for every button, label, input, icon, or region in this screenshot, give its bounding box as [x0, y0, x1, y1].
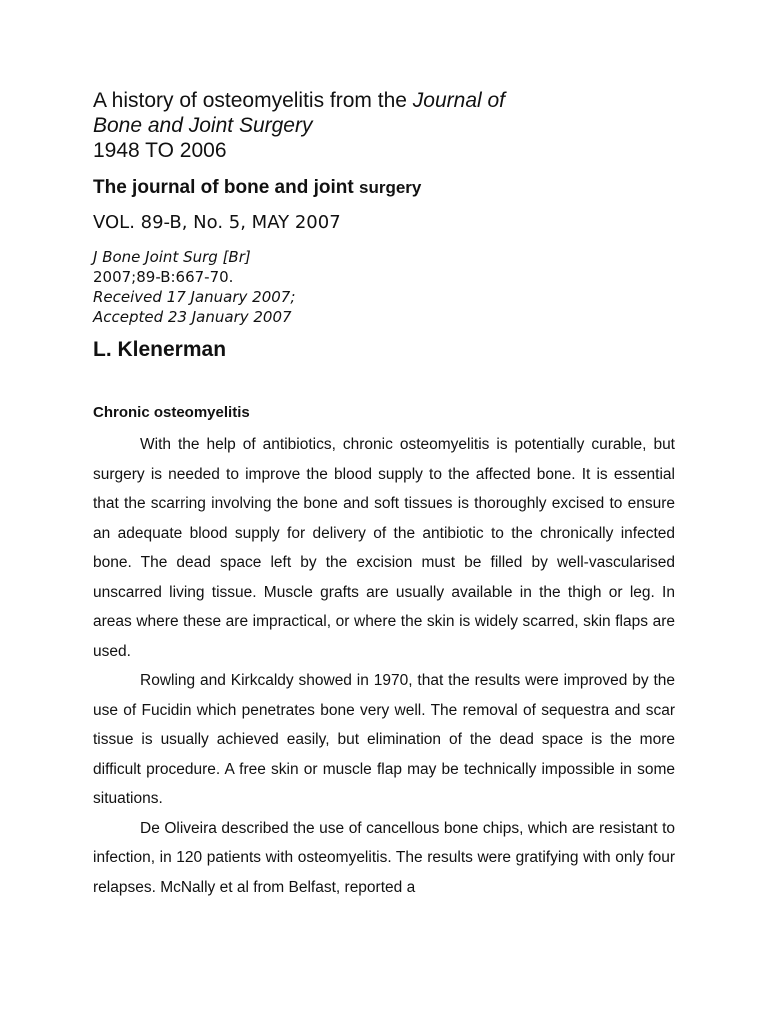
body-paragraph: With the help of antibiotics, chronic osteomyelitis is potentially curable, but surgery is needed to improve the blood supply to the affected bone. It is essential that the scarring involving the bone and soft tissues is thoroughly excised to ensure an adequate blood supply for delivery of the antibiotic to the chronically infected bone. The dead space left by the excision must be filled by well-vascularised unscarred living tissue. Muscle grafts are usually available in the thigh or leg. In areas where these are impractical, or where the skin is widely scarred, skin flaps are used. [93, 436, 675, 660]
volume-issue: VOL. 89-B, No. 5, MAY 2007 [93, 212, 341, 233]
article-title [93, 88, 505, 163]
title-italic-journal: Journal of [412, 89, 506, 112]
body-text [93, 430, 675, 902]
title-plain: A history of osteomyelitis from the [93, 89, 413, 112]
journal-name [93, 177, 421, 199]
citation-block [93, 247, 295, 327]
journal-name-small: surgery [358, 178, 422, 197]
journal-name-main: The journal of bone and joint [93, 177, 359, 198]
citation-reference: 2007;89-B:667-70. [93, 268, 234, 286]
body-paragraph: De Oliveira described the use of cancellous bone chips, which are resistant to infection, in 120 patients with osteomyelitis. The results were gratifying with only four relapses. McNally et al from Belfast, reported a [93, 819, 675, 896]
title-line-2 [93, 113, 505, 138]
citation-accepted: Accepted 23 January 2007 [93, 308, 292, 326]
title-line-1 [93, 88, 505, 113]
title-years: 1948 TO 2006 [93, 139, 227, 162]
title-italic-journal-cont: Bone and Joint Surgery [93, 114, 313, 137]
citation-journal: J Bone Joint Surg [Br] [93, 248, 251, 266]
body-paragraph: Rowling and Kirkcaldy showed in 1970, that the results were improved by the use of Fucidin which penetrates bone very well. The removal of sequestra and scar tissue is usually achieved easily, but elimination of the dead space is the more difficult procedure. A free skin or muscle flap may be technically impossible in some situations. [93, 672, 675, 807]
author-name: L. Klenerman [93, 338, 227, 361]
section-heading: Chronic osteomyelitis [93, 404, 250, 421]
citation-received: Received 17 January 2007; [93, 288, 296, 306]
